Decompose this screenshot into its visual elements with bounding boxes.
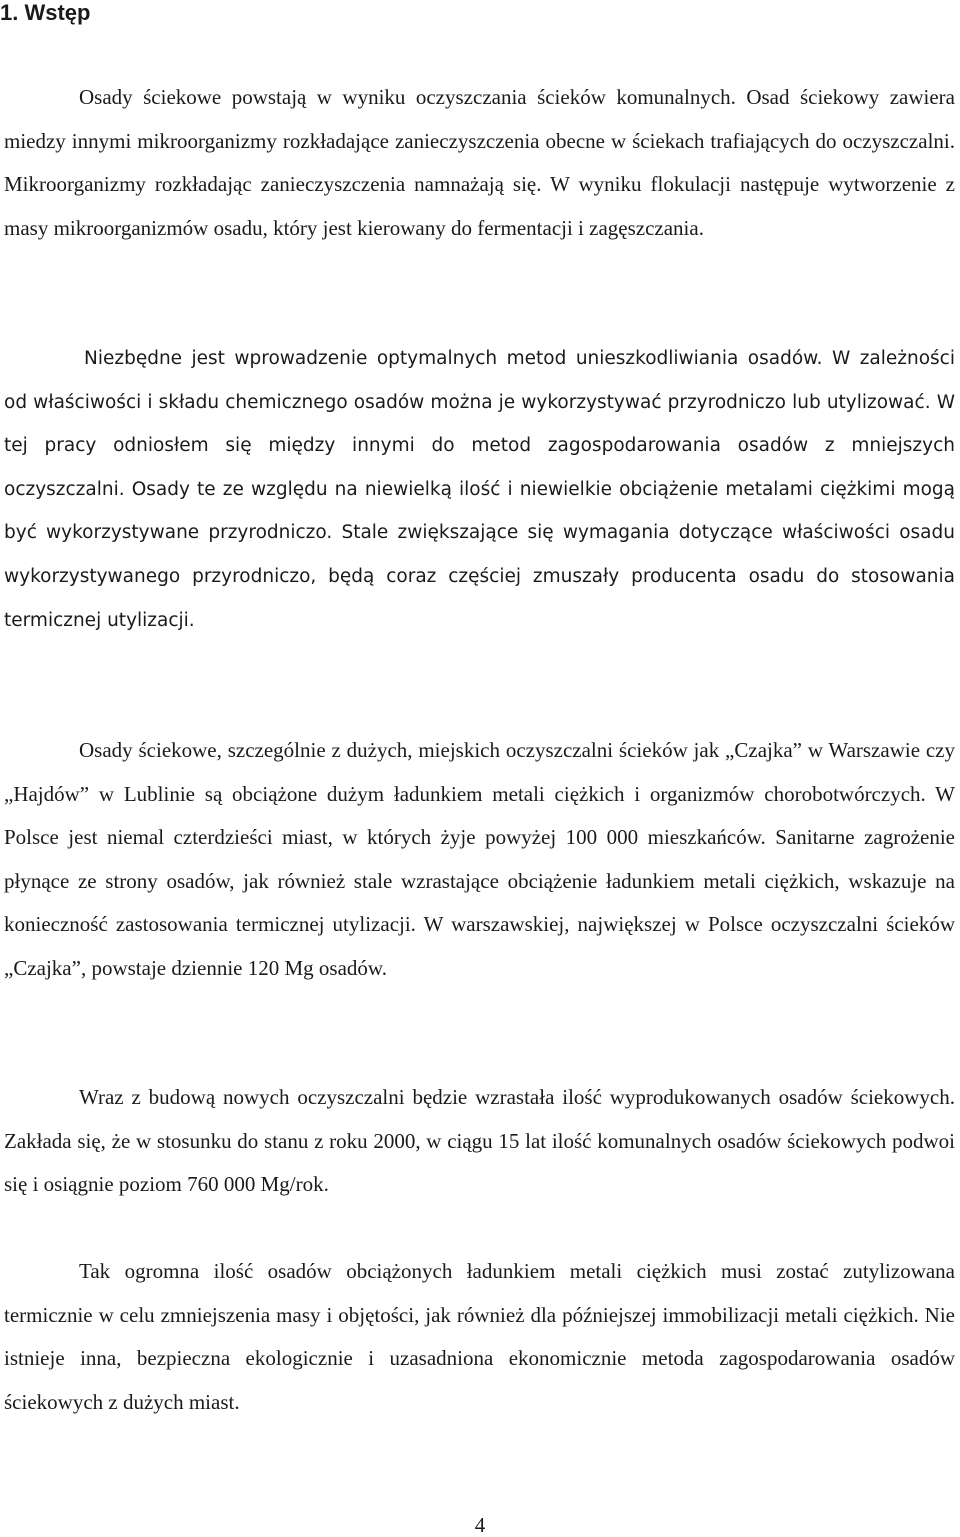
section-heading: 1. Wstęp [0,0,91,25]
paragraph-growth: Wraz z budową nowych oczyszczalni będzie wzrastała ilość wyprodukowanych osadów ściekowych. Zakłada się, że w stosunku do stanu z roku 2000, w ciągu 15 lat ilość komunalnych osadów ściekowych podwoi się i osiągnie poziom 760 000 Mg/rok. [4,1085,955,1197]
paragraph-methods: Niezbędne jest wprowadzenie optymalnych metod unieszkodliwiania osadów. W zależności od właściwości i składu chemicznego osadów można je wykorzystywać przyrodniczo lub utylizować. W tej pracy odniosłem się między innymi do metod zagospodarowania osadów z mniejszych oczyszczalni. Osady te ze względu na niewielką ilość i niewielkie obciążenie metalami ciężkimi mogą być wykorzystywane przyrodniczo. Stale zwiększające się wymagania dotyczące właściwości osadu wykorzystywanego przyrodniczo, będą coraz częściej zmuszały producenta osadu do stosowania termicznej utylizacji. [4,348,955,631]
page-number: 4 [474,1513,486,1537]
paragraph-conclusion: Tak ogromna ilość osadów obciążonych ładunkiem metali ciężkich musi zostać zutylizowana termicznie w celu zmniejszenia masy i objętości, jak również dla późniejszej immobilizacji metali ciężkich. Nie istnieje inna, bezpieczna ekologicznie i uzasadniona ekonomicznie metoda zagospodarowania osadów ściekowych z dużych miast. [4,1259,955,1414]
paragraph-intro: Osady ściekowe powstają w wyniku oczyszczania ścieków komunalnych. Osad ściekowy zawiera miedzy innymi mikroorganizmy rozkładające zanieczyszczenia obecne w ściekach trafiających do oczyszczalni. Mikroorganizmy rozkładając zanieczyszczenia namnażają się. W wyniku flokulacji następuje wytworzenie z masy mikroorganizmów osadu, który jest kierowany do fermentacji i zagęszczania. [4,85,955,240]
paragraph-large-plants: Osady ściekowe, szczególnie z dużych, miejskich oczyszczalni ścieków jak „Czajka” w Warszawie czy „Hajdów” w Lublinie są obciążone dużym ładunkiem metali ciężkich i organizmów chorobotwórczych. W Polsce jest niemal czterdzieści miast, w których żyje powyżej 100 000 mieszkańców. Sanitarne zagrożenie płynące ze strony osadów, jak również stale wzrastające obciążenie ładunkiem metali ciężkich, wskazuje na konieczność zastosowania termicznej utylizacji. W warszawskiej, największej w Polsce oczyszczalni ścieków „Czajka”, powstaje dziennie 120 Mg osadów. [4,738,955,980]
